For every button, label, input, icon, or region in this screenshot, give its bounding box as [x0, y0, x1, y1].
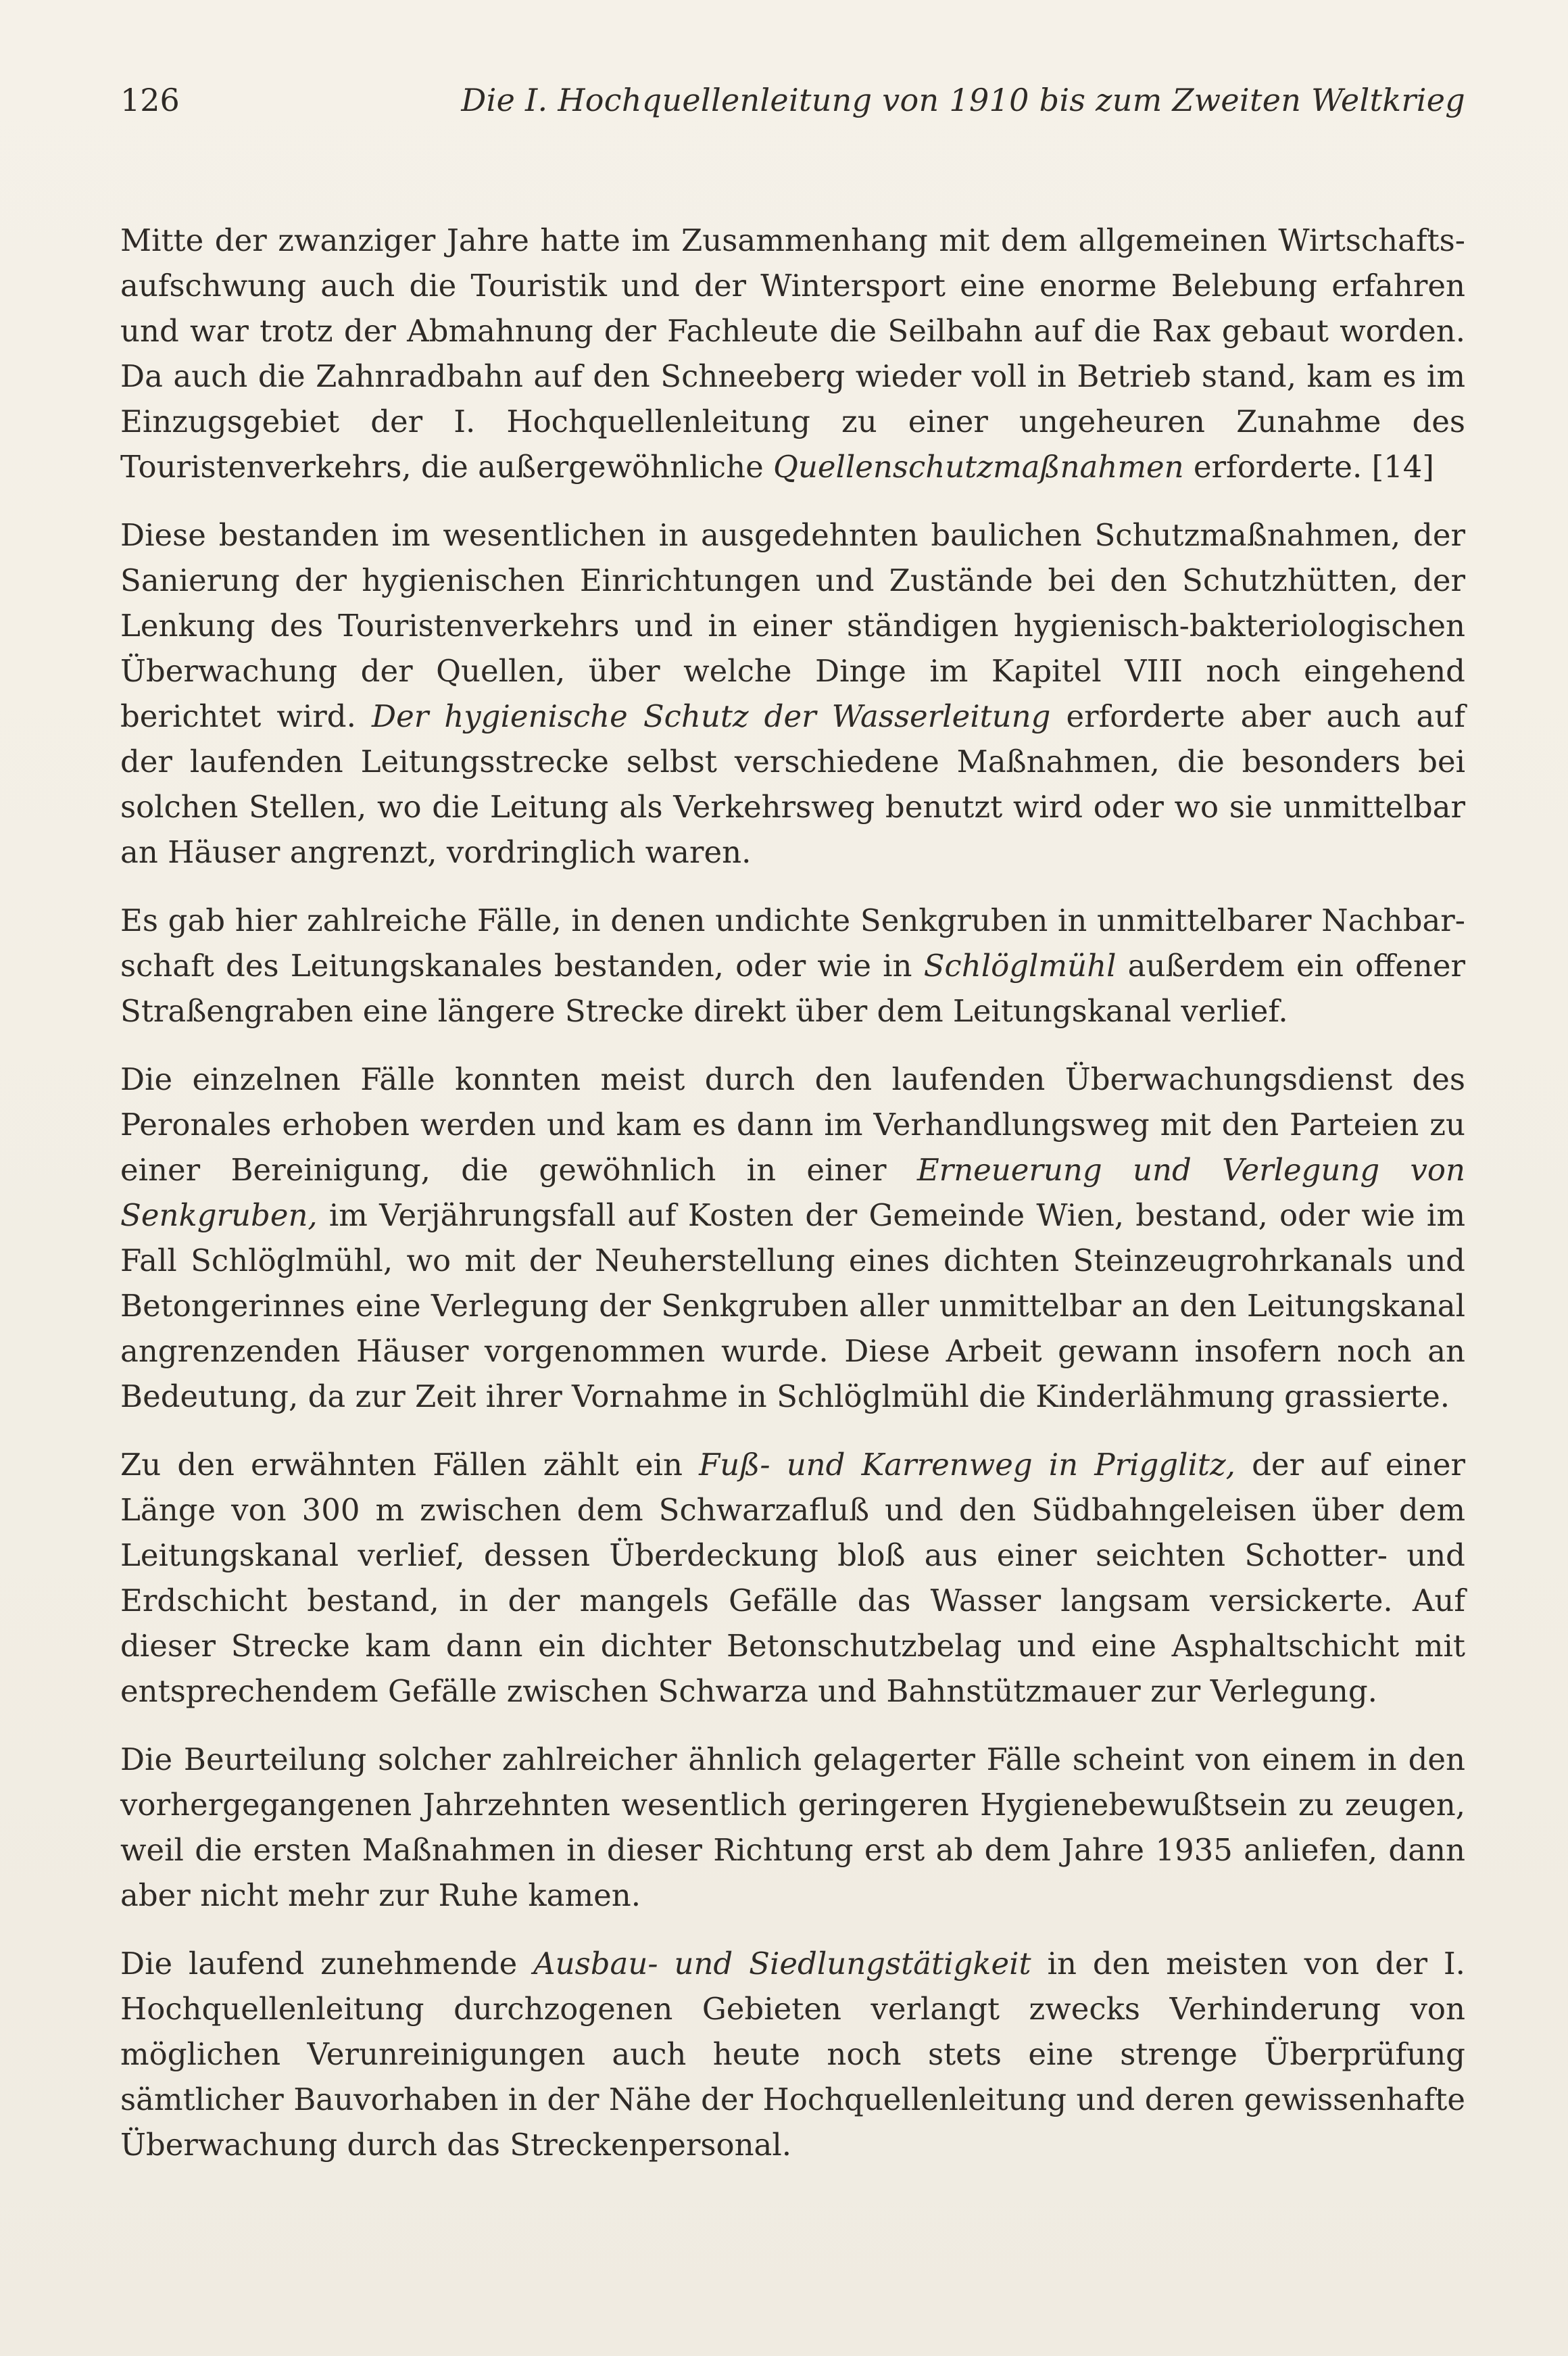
paragraph: Es gab hier zahlreiche Fälle, in denen undichte Senkgruben in unmittelbarer Nachbarschaft des Leitungskanales bestanden, oder wie in Schlöglmühl außerdem ein offener Straßengraben eine längere Strecke direkt über dem Leitungskanal verlief. [120, 903, 1465, 1029]
emphasis: Quellenschutzmaßnahmen [773, 449, 1184, 485]
emphasis: Der hygienische Schutz der Wasserleitung [371, 698, 1051, 734]
page-number: 126 [120, 82, 180, 118]
emphasis: Fuß- und Karrenweg in Prigglitz, [699, 1447, 1235, 1483]
paragraph: Die einzelnen Fälle konnten meist durch den laufenden Überwachungsdienst des Peronales erhoben werden und kam es dann im Verhandlungsweg mit den Parteien zu einer Bereinigung, die gewöhnlich in einer Erneuerung und Verlegung von Senkgruben, im Verjährungsfall auf Kosten der Gemeinde Wien, bestand, oder wie im Fall Schlöglmühl, wo mit der Neuherstellung eines dichten Steinzeugrohrkanals und Betongerinnes eine Verlegung der Senkgruben aller unmittelbar an den Leitungskanal angrenzenden Häuser vorgenommen wurde. Diese Arbeit gewann insofern noch an Bedeutung, da zur Zeit ihrer Vornahme in Schlöglmühl die Kinderlähmung grassierte. [120, 1061, 1465, 1414]
paragraph: Diese bestanden im wesentlichen in ausgedehnten baulichen Schutzmaßnahmen, der Sanierung der hygienischen Einrichtungen und Zustände bei den Schutzhütten, der Lenkung des Touristenverkehrs und in einer ständigen hygienisch-bakteriologischen Überwachung der Quellen, über welche Dinge im Kapitel VIII noch eingehend berichtet wird. Der hygienische Schutz der Wasserleitung erforderte aber auch auf der laufenden Leitungsstrecke selbst verschiedene Maßnahmen, die besonders bei solchen Stellen, wo die Leitung als Verkehrsweg benutzt wird oder wo sie unmittelbar an Häuser angrenzt, vordringlich waren. [120, 517, 1465, 870]
paragraph: Mitte der zwanziger Jahre hatte im Zusammenhang mit dem allgemeinen Wirtschaftsaufschwung auch die Touristik und der Wintersport eine enorme Belebung erfahren und war trotz der Abmahnung der Fachleute die Seilbahn auf die Rax gebaut worden. Da auch die Zahnradbahn auf den Schneeberg wieder voll in Betrieb stand, kam es im Einzugsgebiet der I. Hochquellenleitung zu einer ungeheuren Zunahme des Touristenverkehrs, die außergewöhnliche Quellenschutzmaßnahmen erforderte. [14] [120, 222, 1465, 485]
paragraph: Zu den erwähnten Fällen zählt ein Fuß- und Karrenweg in Prigglitz, der auf einer Länge von 300 m zwischen dem Schwarzafluß und den Südbahngeleisen über dem Leitungskanal verlief, dessen Überdeckung bloß aus einer seichten Schotter- und Erdschicht bestand, in der mangels Gefälle das Wasser langsam versickerte. Auf dieser Strecke kam dann ein dichter Betonschutzbelag und eine Asphaltschicht mit entsprechendem Gefälle zwischen Schwarza und Bahnstützmauer zur Verlegung. [120, 1447, 1465, 1709]
emphasis: Schlöglmühl [923, 948, 1117, 984]
emphasis: Ausbau- und Siedlungstätigkeit [533, 1946, 1031, 1981]
running-title: Die I. Hochquellenleitung von 1910 bis zum Zweiten Weltkrieg [461, 82, 1465, 118]
paragraph: Die laufend zunehmende Ausbau- und Siedlungstätigkeit in den meisten von der I. Hochquellenleitung durchzogenen Gebieten verlangt zwecks Verhinderung von möglichen Verunreinigungen auch heute noch stets eine strenge Überprüfung sämtlicher Bauvorhaben in der Nähe der Hochquellenleitung und deren gewissenhafte Überwachung durch das Streckenpersonal. [120, 1946, 1465, 2163]
emphasis: Erneuerung und Verlegung von Senkgruben, [120, 1152, 1465, 1233]
body-text [120, 218, 1465, 2167]
page-header [120, 73, 1465, 127]
paragraph: Die Beurteilung solcher zahlreicher ähnlich gelagerter Fälle scheint von einem in den vorhergegangenen Jahrzehnten wesentlich geringeren Hygienebewußtsein zu zeugen, weil die ersten Maßnahmen in dieser Richtung erst ab dem Jahre 1935 anliefen, dann aber nicht mehr zur Ruhe kamen. [120, 1741, 1465, 1913]
